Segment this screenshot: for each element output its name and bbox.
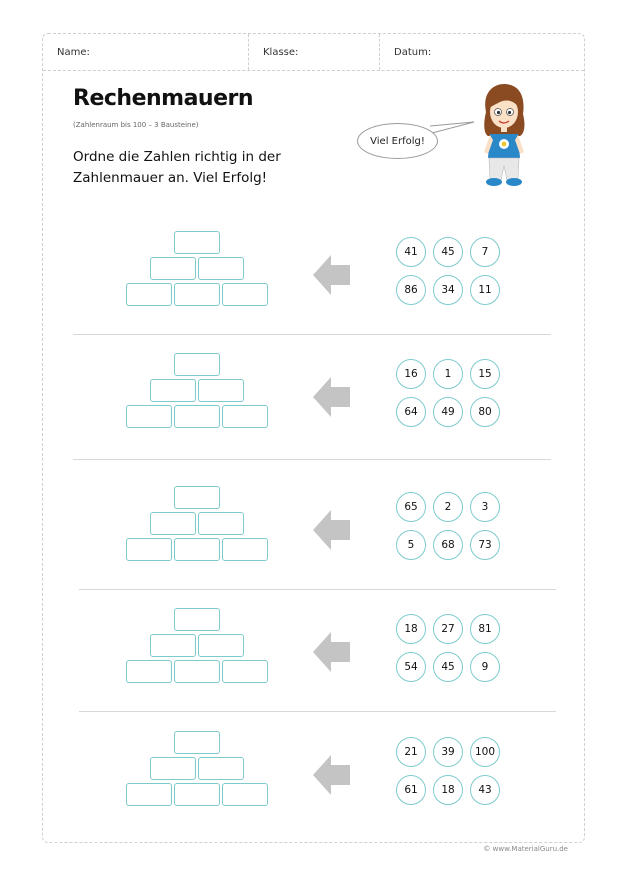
number-circle: 80 [470,397,500,427]
number-circle: 64 [396,397,426,427]
brick-top[interactable] [174,353,220,376]
number-wall [126,353,270,429]
brick-middle-left[interactable] [150,257,196,280]
brick-top[interactable] [174,608,220,631]
speech-bubble-text: Viel Erfolg! [370,135,425,147]
task-divider [73,334,551,335]
number-circle: 54 [396,652,426,682]
number-circle: 65 [396,492,426,522]
brick-middle-right[interactable] [198,257,244,280]
number-circle: 11 [470,275,500,305]
number-circle: 81 [470,614,500,644]
datum-field[interactable] [380,34,584,70]
brick-bottom-left[interactable] [126,283,172,306]
brick-bottom-center[interactable] [174,283,220,306]
brick-middle-left[interactable] [150,634,196,657]
girl-illustration [474,82,534,188]
task-row [0,231,620,331]
number-circle: 18 [396,614,426,644]
number-circle: 7 [470,237,500,267]
number-circle: 3 [470,492,500,522]
brick-bottom-center[interactable] [174,660,220,683]
number-choices [396,614,504,684]
number-wall [126,608,270,684]
brick-top[interactable] [174,486,220,509]
number-circle: 43 [470,775,500,805]
number-circle: 27 [433,614,463,644]
brick-bottom-center[interactable] [174,405,220,428]
brick-bottom-left[interactable] [126,405,172,428]
speech-bubble [357,123,438,159]
task-divider [73,459,551,460]
number-choices [396,237,504,307]
klasse-field[interactable] [249,34,380,70]
footer-copyright: © www.MaterialGuru.de [483,845,568,853]
arrow-left-icon [313,255,350,295]
task-divider [79,589,556,590]
task-row [0,353,620,453]
number-choices [396,359,504,429]
arrow-left-icon [313,755,350,795]
number-circle: 9 [470,652,500,682]
number-circle: 5 [396,530,426,560]
brick-middle-right[interactable] [198,757,244,780]
brick-middle-right[interactable] [198,379,244,402]
number-wall [126,486,270,562]
number-circle: 73 [470,530,500,560]
number-circle: 1 [433,359,463,389]
number-choices [396,492,504,562]
page-title: Rechenmauern [73,86,254,111]
brick-middle-left[interactable] [150,379,196,402]
brick-bottom-left[interactable] [126,660,172,683]
brick-middle-right[interactable] [198,512,244,535]
number-circle: 18 [433,775,463,805]
task-row [0,486,620,586]
arrow-left-icon [313,377,350,417]
number-circle: 34 [433,275,463,305]
task-row [0,731,620,831]
brick-bottom-left[interactable] [126,538,172,561]
brick-bottom-right[interactable] [222,405,268,428]
number-circle: 45 [433,237,463,267]
instruction-text: Ordne die Zahlen richtig in der Zahlenmauer an. Viel Erfolg! [73,149,281,186]
number-circle: 61 [396,775,426,805]
brick-bottom-right[interactable] [222,283,268,306]
brick-bottom-right[interactable] [222,783,268,806]
number-circle: 41 [396,237,426,267]
number-circle: 15 [470,359,500,389]
number-circle: 21 [396,737,426,767]
brick-top[interactable] [174,231,220,254]
brick-bottom-center[interactable] [174,783,220,806]
number-circle: 86 [396,275,426,305]
brick-bottom-left[interactable] [126,783,172,806]
brick-middle-right[interactable] [198,634,244,657]
number-circle: 100 [470,737,500,767]
speech-bubble-tail [430,120,476,136]
number-choices [396,737,504,807]
number-wall [126,731,270,807]
number-circle: 68 [433,530,463,560]
header-row [43,34,584,71]
number-circle: 49 [433,397,463,427]
name-label: Name: [57,46,90,58]
brick-bottom-right[interactable] [222,660,268,683]
brick-middle-left[interactable] [150,757,196,780]
name-field[interactable] [43,34,249,70]
brick-bottom-center[interactable] [174,538,220,561]
task-row [0,608,620,708]
page-subtitle: (Zahlenraum bis 100 – 3 Bausteine) [73,121,199,129]
datum-label: Datum: [394,46,432,58]
brick-middle-left[interactable] [150,512,196,535]
number-circle: 45 [433,652,463,682]
arrow-left-icon [313,510,350,550]
arrow-left-icon [313,632,350,672]
number-circle: 16 [396,359,426,389]
task-divider [79,711,556,712]
klasse-label: Klasse: [263,46,299,58]
number-circle: 2 [433,492,463,522]
number-circle: 39 [433,737,463,767]
brick-bottom-right[interactable] [222,538,268,561]
brick-top[interactable] [174,731,220,754]
number-wall [126,231,270,307]
